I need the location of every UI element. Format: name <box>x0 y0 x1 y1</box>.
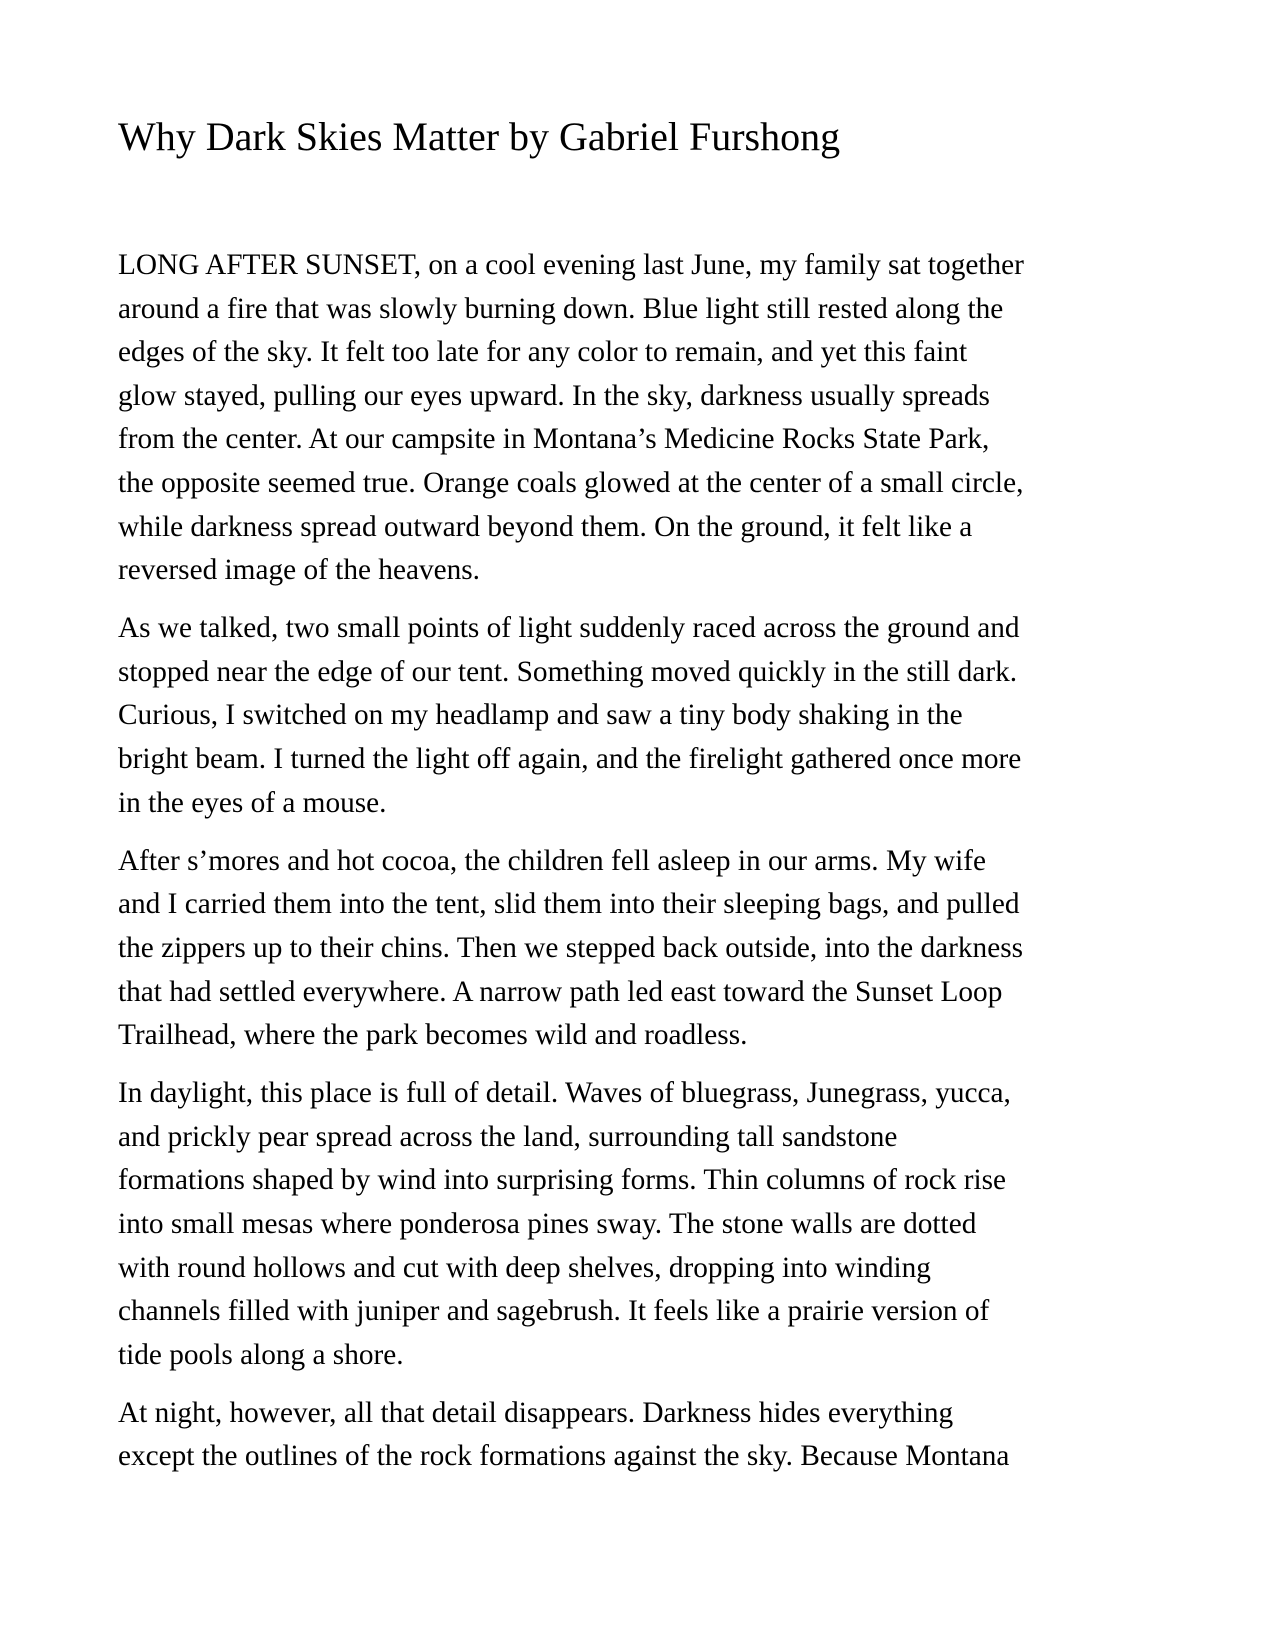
document-title: Why Dark Skies Matter by Gabriel Furshong <box>118 114 841 159</box>
text-line: while darkness spread outward beyond them. On the ground, it felt like a <box>118 510 973 543</box>
text-line: and prickly pear spread across the land, surrounding tall sandstone <box>118 1120 898 1153</box>
text-line: bright beam. I turned the light off again, and the firelight gathered once more <box>118 743 1022 776</box>
paragraph-4 <box>118 1072 1178 1377</box>
paragraph-3 <box>118 840 1178 1058</box>
text-line: In daylight, this place is full of detail. Waves of bluegrass, Junegrass, yucca, <box>118 1077 1011 1110</box>
paragraph-1 <box>118 244 1178 593</box>
text-line: with round hollows and cut with deep shelves, dropping into winding <box>118 1251 931 1284</box>
text-line: At night, however, all that detail disappears. Darkness hides everything <box>118 1396 954 1429</box>
text-line: formations shaped by wind into surprising forms. Thin columns of rock rise <box>118 1164 1007 1197</box>
text-line: in the eyes of a mouse. <box>118 786 387 819</box>
text-line: glow stayed, pulling our eyes upward. In the sky, darkness usually spreads <box>118 379 990 412</box>
text-line: around a fire that was slowly burning down. Blue light still rested along the <box>118 292 1004 325</box>
text-line: Curious, I switched on my headlamp and saw a tiny body shaking in the <box>118 699 963 732</box>
text-line: and I carried them into the tent, slid them into their sleeping bags, and pulled <box>118 888 1020 921</box>
text-line: from the center. At our campsite in Montana’s Medicine Rocks State Park, <box>118 423 990 456</box>
text-line: After s’mores and hot cocoa, the children fell asleep in our arms. My wife <box>118 844 987 877</box>
text-line: the opposite seemed true. Orange coals glowed at the center of a small circle, <box>118 466 1024 499</box>
paragraph-5 <box>118 1392 1178 1479</box>
text-line: tide pools along a shore. <box>118 1338 404 1371</box>
text-line: channels filled with juniper and sagebrush. It feels like a prairie version of <box>118 1295 990 1328</box>
text-line: except the outlines of the rock formations against the sky. Because Montana <box>118 1440 1010 1473</box>
text-line: stopped near the edge of our tent. Something moved quickly in the still dark. <box>118 655 1018 688</box>
text-line: edges of the sky. It felt too late for any color to remain, and yet this faint <box>118 336 968 369</box>
text-line: LONG AFTER SUNSET, on a cool evening last June, my family sat together <box>118 249 1024 281</box>
paragraph-2 <box>118 607 1178 825</box>
text-line: into small mesas where ponderosa pines sway. The stone walls are dotted <box>118 1207 977 1240</box>
text-line: that had settled everywhere. A narrow path led east toward the Sunset Loop <box>118 975 1003 1008</box>
document-body <box>118 244 1178 1494</box>
text-line: As we talked, two small points of light suddenly raced across the ground and <box>118 612 1020 645</box>
text-line: Trailhead, where the park becomes wild and roadless. <box>118 1019 748 1052</box>
text-line: reversed image of the heavens. <box>118 554 480 587</box>
text-line: the zippers up to their chins. Then we stepped back outside, into the darkness <box>118 931 1023 964</box>
